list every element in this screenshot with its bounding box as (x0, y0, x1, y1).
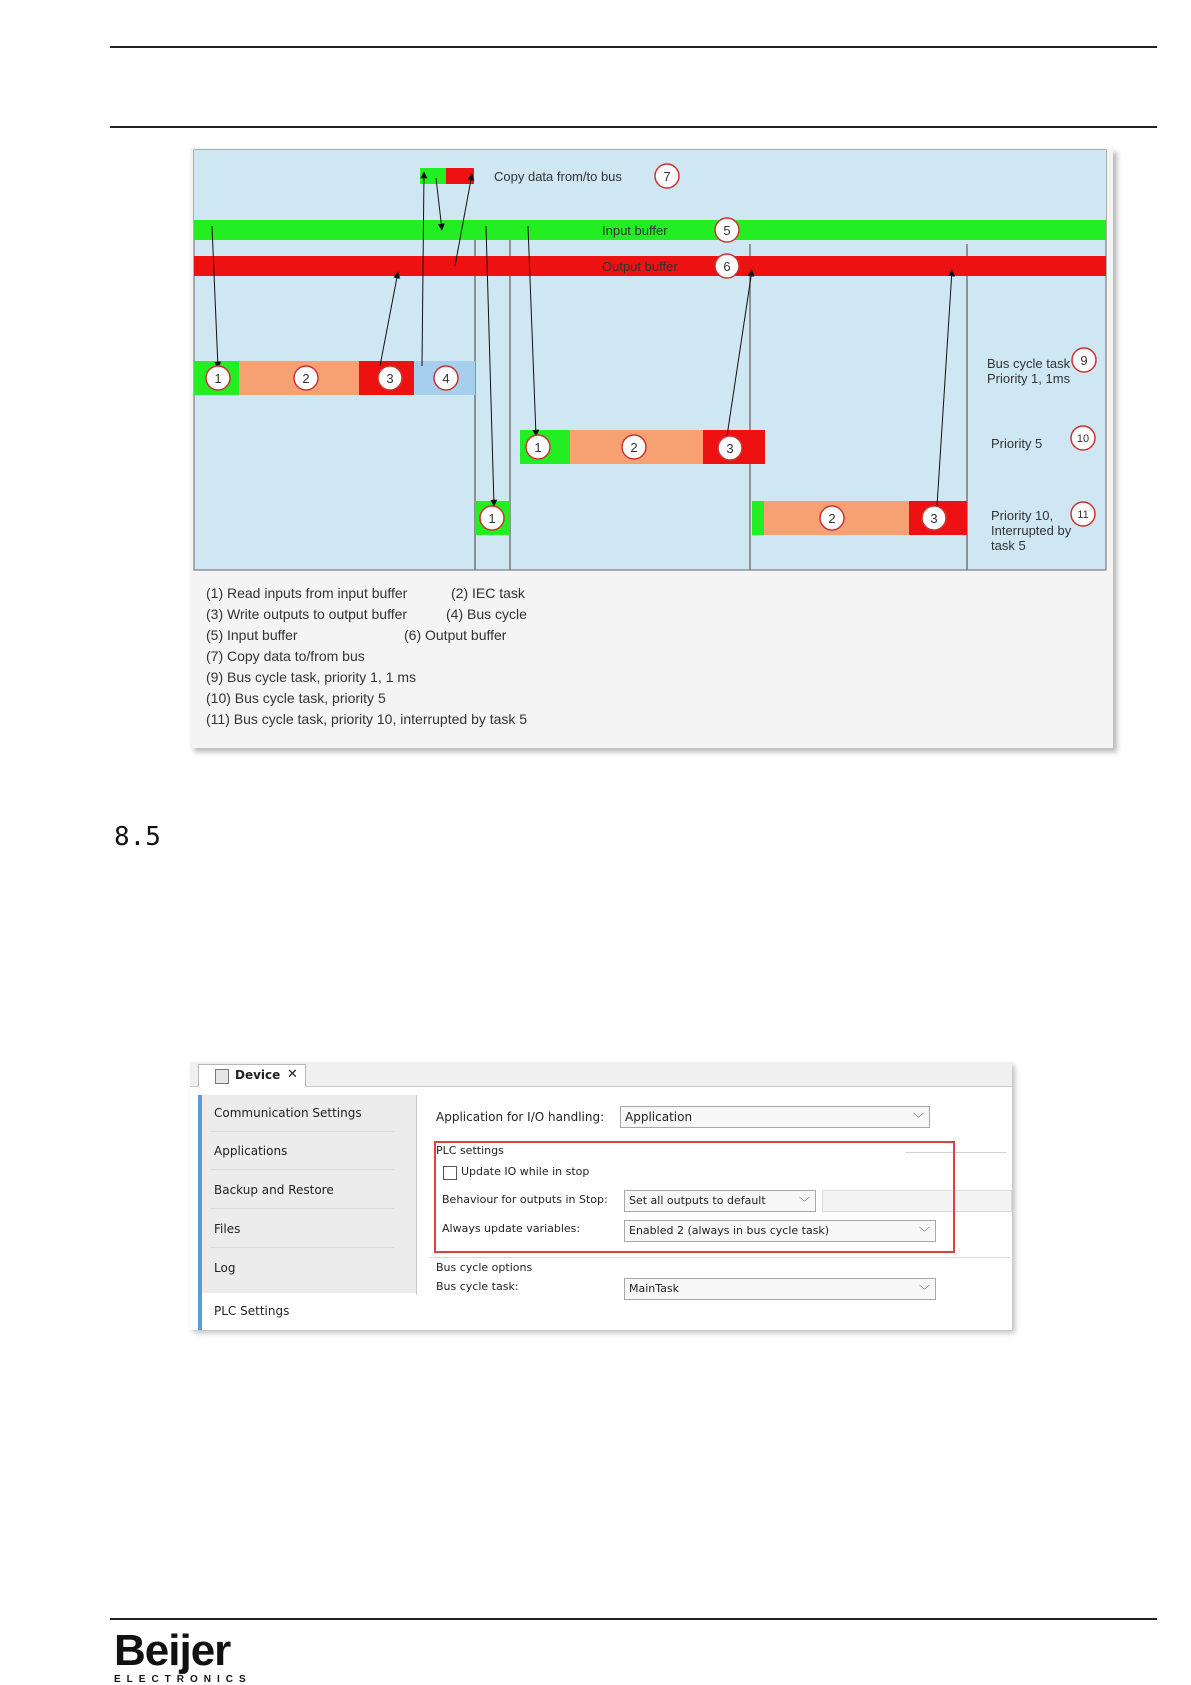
circle-marker-3b (718, 436, 742, 460)
circle-marker-3a (378, 366, 402, 390)
nav-item-backup-restore[interactable]: Backup and Restore (210, 1172, 394, 1209)
settings-nav (198, 1095, 416, 1330)
plc-settings-group-label: PLC settings (436, 1144, 504, 1157)
input-buffer-label: Input buffer (602, 223, 668, 238)
interrupted-by-label: Interrupted by (991, 523, 1072, 538)
tab-device[interactable] (198, 1064, 306, 1087)
svg-text:10: 10 (1076, 433, 1090, 445)
circle-marker-5 (715, 218, 739, 242)
svg-text:1: 1 (214, 371, 222, 386)
device-settings-window (190, 1062, 1012, 1330)
output-buffer-label: Output buffer (602, 259, 678, 274)
circle-marker-1b (526, 435, 550, 459)
circle-marker-2a (294, 366, 318, 390)
task-5-label: task 5 (991, 538, 1026, 553)
circle-marker-10 (1071, 426, 1095, 450)
logo-wordmark: Beijer (114, 1626, 231, 1675)
nav-item-applications[interactable]: Applications (210, 1133, 394, 1170)
legend-item-1: (1) Read inputs from input buffer (206, 585, 408, 601)
device-tab-label: Device (235, 1068, 281, 1082)
legend-item-10: (10) Bus cycle task, priority 5 (206, 690, 386, 706)
footer-rule (110, 1618, 1157, 1620)
svg-text:5: 5 (723, 223, 731, 238)
circle-marker-1a (206, 366, 230, 390)
logo-subtitle: ELECTRONICS (114, 1674, 252, 1685)
circle-marker-3c (922, 506, 946, 530)
legend-item-6: (6) Output buffer (404, 627, 507, 643)
svg-text:7: 7 (663, 169, 671, 184)
nav-divider (416, 1095, 417, 1295)
priority-10-label: Priority 10, (991, 508, 1054, 523)
nav-item-files[interactable]: Files (210, 1211, 394, 1248)
row3-green-stub (752, 501, 764, 535)
priority-1-label: Priority 1, 1ms (987, 371, 1071, 386)
legend-item-7: (7) Copy data to/from bus (206, 648, 365, 664)
legend-item-3: (3) Write outputs to output buffer (206, 606, 408, 622)
chevron-down-icon: ﹀ (799, 1196, 810, 1209)
nav-item-plc-settings[interactable]: PLC Settings (214, 1304, 290, 1318)
section-number: 8.5 (114, 822, 161, 852)
behaviour-label: Behaviour for outputs in Stop: (442, 1193, 608, 1206)
beijer-logo (114, 1626, 252, 1685)
svg-text:3: 3 (386, 371, 394, 386)
io-handling-select[interactable]: Application ﹀ (620, 1106, 930, 1128)
circle-marker-2b (622, 435, 646, 459)
always-update-label: Always update variables: (442, 1222, 581, 1235)
svg-text:11: 11 (1077, 509, 1089, 521)
diagram-top-area (194, 150, 1106, 220)
svg-text:2: 2 (302, 371, 310, 386)
copy-data-label: Copy data from/to bus (494, 169, 622, 184)
nav-item-log[interactable]: Log (214, 1261, 236, 1275)
circle-marker-4 (434, 366, 458, 390)
svg-text:4: 4 (442, 371, 450, 386)
chevron-down-icon: ﹀ (913, 1112, 924, 1125)
update-io-label: Update IO while in stop (461, 1165, 590, 1178)
svg-text:2: 2 (828, 511, 836, 526)
svg-text:9: 9 (1080, 353, 1088, 368)
io-handling-label: Application for I/O handling: (436, 1110, 605, 1124)
plc-settings-highlight (434, 1141, 955, 1253)
behaviour-select[interactable]: Set all outputs to default ﹀ (624, 1190, 816, 1212)
header-bottom-rule (110, 126, 1157, 128)
svg-text:2: 2 (630, 440, 638, 455)
legend-item-5: (5) Input buffer (206, 627, 298, 643)
chevron-down-icon: ﹀ (919, 1226, 930, 1239)
priority-5-label: Priority 5 (991, 436, 1043, 451)
legend-item-9: (9) Bus cycle task, priority 1, 1 ms (206, 669, 417, 685)
circle-marker-7 (655, 164, 679, 188)
bus-cycle-group-label: Bus cycle options (436, 1261, 533, 1274)
tab-strip (190, 1062, 1012, 1087)
close-icon[interactable]: ✕ (287, 1067, 298, 1082)
svg-text:1: 1 (488, 511, 496, 526)
bus-cycle-task-select[interactable]: MainTask ﹀ (624, 1278, 936, 1300)
circle-marker-2c (820, 506, 844, 530)
circle-marker-1c (480, 506, 504, 530)
svg-text:3: 3 (726, 441, 734, 456)
copy-box-red (446, 168, 474, 184)
always-update-select[interactable]: Enabled 2 (always in bus cycle task) ﹀ (624, 1220, 936, 1242)
svg-text:3: 3 (930, 511, 938, 526)
svg-text:1: 1 (534, 440, 542, 455)
nav-item-communication-settings[interactable]: Communication Settings (210, 1095, 394, 1132)
svg-text:6: 6 (723, 259, 731, 274)
bus-cycle-group-line (430, 1257, 1010, 1258)
device-icon (215, 1069, 229, 1084)
chevron-down-icon: ﹀ (919, 1284, 930, 1297)
circle-marker-9 (1072, 348, 1096, 372)
legend-item-4: (4) Bus cycle (446, 606, 527, 622)
bus-cycle-task-label: Bus cycle task: (436, 1280, 519, 1293)
legend-item-2: (2) IEC task (451, 585, 525, 601)
circle-marker-11 (1071, 502, 1095, 526)
header-top-rule (110, 46, 1157, 48)
bus-cycle-task-label: Bus cycle task (987, 356, 1071, 371)
legend-item-11: (11) Bus cycle task, priority 10, interrupted by task 5 (206, 711, 528, 727)
circle-marker-6 (715, 254, 739, 278)
